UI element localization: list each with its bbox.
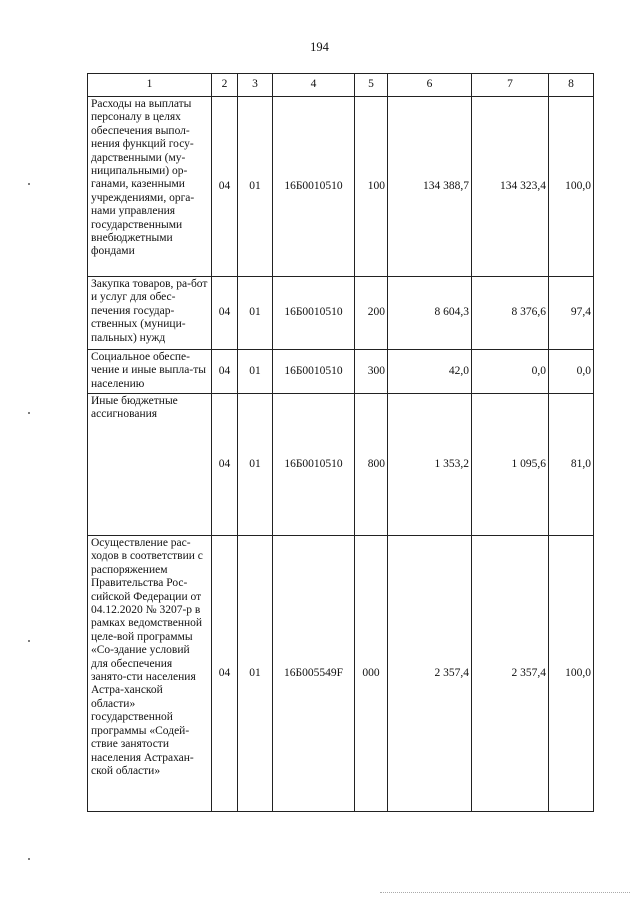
header-cell-8: 8: [549, 74, 594, 97]
row-percent: 0,0: [549, 350, 594, 394]
row-subsection: 01: [238, 277, 273, 350]
row-target-article: 16Б0010510: [273, 277, 355, 350]
row-expense-type: 300: [355, 350, 388, 394]
header-cell-2: 2: [212, 74, 238, 97]
header-cell-5: 5: [355, 74, 388, 97]
header-cell-4: 4: [273, 74, 355, 97]
scan-speck: [28, 858, 30, 860]
row-percent: 100,0: [549, 97, 594, 277]
row-description: Осуществление рас-ходов в соответствии с распоряжением Правительства Рос-сийской Федерации от 04.12.2020 № 3207-р в рамках ведомственной целе-вой программы «Со-здание условий для обеспечения занято-сти населения Астра-ханской области» государственной программы «Содей-ствие занятости населения Астрахан-ской области»: [88, 536, 212, 812]
row-subsection: 01: [238, 394, 273, 536]
scan-edge-line: [380, 892, 630, 894]
row-planned: 2 357,4: [388, 536, 472, 812]
row-planned: 42,0: [388, 350, 472, 394]
table-row: [88, 350, 594, 394]
row-target-article: 16Б0010510: [273, 394, 355, 536]
table-row: [88, 536, 594, 812]
row-subsection: 01: [238, 350, 273, 394]
table-row: [88, 277, 594, 350]
header-cell-1: 1: [88, 74, 212, 97]
row-executed: 1 095,6: [472, 394, 549, 536]
row-subsection: 01: [238, 97, 273, 277]
row-executed: 2 357,4: [472, 536, 549, 812]
row-description: Расходы на выплаты персоналу в целях обеспечения выпол-нения функций госу-дарственными (му-ниципальными) ор-ганами, казенными учреждениями, орга-нами управления государственными внебюджетными фондами: [88, 97, 212, 277]
row-section: 04: [212, 97, 238, 277]
row-expense-type: 200: [355, 277, 388, 350]
row-description: Закупка товаров, ра-бот и услуг для обес-печения государ-ственных (муници-пальных) нужд: [88, 277, 212, 350]
header-cell-6: 6: [388, 74, 472, 97]
row-section: 04: [212, 536, 238, 812]
row-target-article: 16Б005549F: [273, 536, 355, 812]
row-percent: 97,4: [549, 277, 594, 350]
row-target-article: 16Б0010510: [273, 97, 355, 277]
page-number: 194: [310, 40, 329, 54]
row-section: 04: [212, 350, 238, 394]
scan-speck: [28, 183, 30, 185]
row-subsection: 01: [238, 536, 273, 812]
row-percent: 100,0: [549, 536, 594, 812]
table-header-row: [88, 74, 594, 97]
row-section: 04: [212, 394, 238, 536]
table-row: [88, 394, 594, 536]
row-description: Социальное обеспе-чение и иные выпла-ты населению: [88, 350, 212, 394]
scan-speck: [28, 412, 30, 414]
header-cell-3: 3: [238, 74, 273, 97]
row-description: Иные бюджетные ассигнования: [88, 394, 212, 536]
header-cell-7: 7: [472, 74, 549, 97]
row-executed: 0,0: [472, 350, 549, 394]
row-section: 04: [212, 277, 238, 350]
row-executed: 134 323,4: [472, 97, 549, 277]
row-expense-type: 100: [355, 97, 388, 277]
row-planned: 8 604,3: [388, 277, 472, 350]
row-expense-type: 800: [355, 394, 388, 536]
row-planned: 1 353,2: [388, 394, 472, 536]
row-expense-type: 000: [355, 536, 388, 812]
row-target-article: 16Б0010510: [273, 350, 355, 394]
table-row: [88, 97, 594, 277]
row-planned: 134 388,7: [388, 97, 472, 277]
budget-table: [87, 73, 594, 812]
row-percent: 81,0: [549, 394, 594, 536]
row-executed: 8 376,6: [472, 277, 549, 350]
scan-speck: [28, 640, 30, 642]
